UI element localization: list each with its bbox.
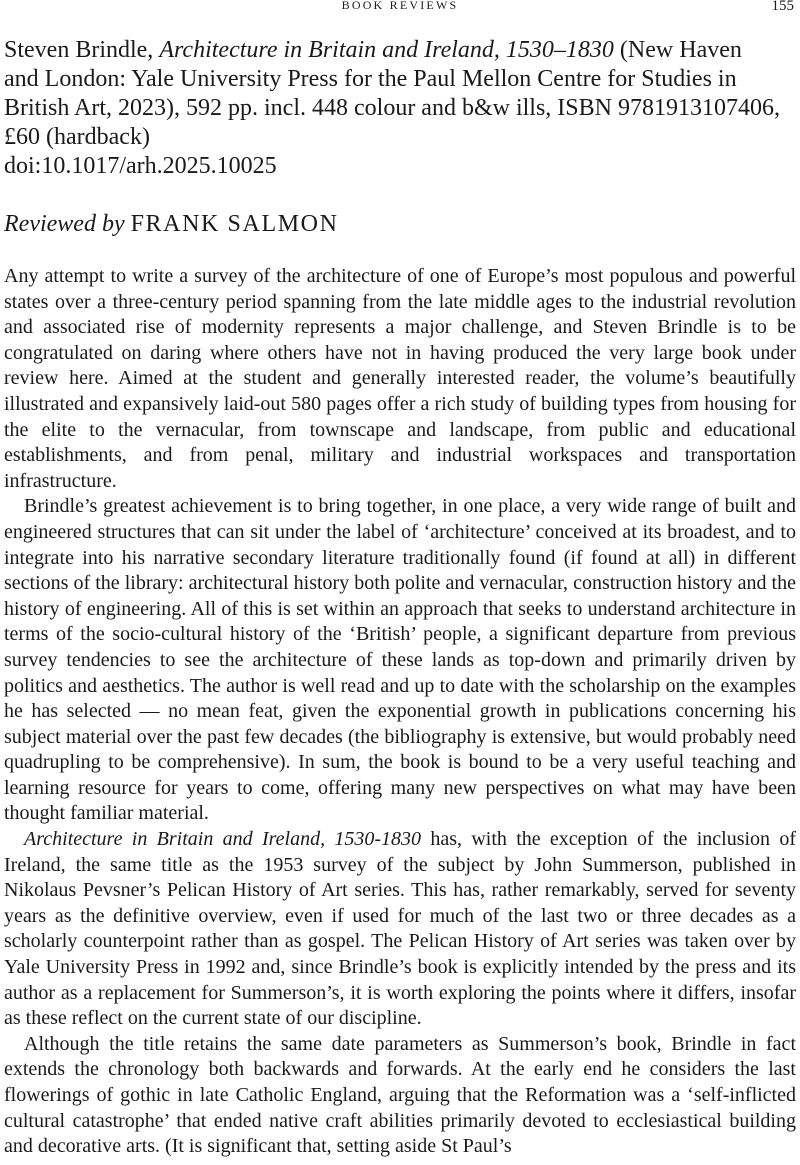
citation-doi: doi:10.1017/arh.2025.10025 bbox=[4, 153, 277, 179]
paragraph-2: Brindle’s greatest achievement is to bring together, in one place, a very wide range of built and engineered structures that can sit under the label of ‘architecture’ conceived at its broadest, and to integrate into his narrative secondary literature traditionally found (if found at all) in different sections of the library: architectural history both polite and vernacular, construction history and the history of engineering. All of this is set within an approach that seeks to understand architecture in terms of the socio-cultural history of the ‘British’ people, a significant departure from previous survey tendencies to see the architecture of these lands as top-down and primarily driven by politics and aesthetics. The author is well read and up to date with the scholarship on the examples he has selected — no mean feat, given the exponential growth in publications concerning his subject material over the past few decades (the bibliography is extensive, but would probably need quadrupling to be comprehensive). In sum, the book is bound to be a very useful teaching and learning resource for years to come, offering many new perspectives on what may have been thought familiar material. bbox=[4, 495, 796, 825]
reviewer-label: Reviewed by bbox=[4, 211, 125, 237]
book-citation bbox=[4, 36, 780, 181]
citation-book-title: Architecture in Britain and Ireland, 1530–1830 bbox=[159, 37, 614, 63]
paragraph-3-book-title: Architecture in Britain and Ireland, 1530-1830 bbox=[24, 828, 422, 851]
reviewer-line bbox=[4, 210, 780, 239]
paragraph-1: Any attempt to write a survey of the architecture of one of Europe’s most populous and powerful states over a three-century period spanning from the late middle ages to the industrial revolution and associated rise of modernity represents a major challenge, and Steven Brindle is to be congratulated on daring where others have not in having produced the very large book under review here. Aimed at the student and generally interested reader, the volume’s beautifully illustrated and expansively laid-out 580 pages offer a rich study of building types from housing for the elite to the vernacular, from townscape and landscape, from public and educational establishments, and from penal, military and industrial workspaces and transportation infrastructure. bbox=[4, 265, 796, 492]
reviewer-name: FRANK SALMON bbox=[130, 211, 339, 237]
running-head-section: BOOK REVIEWS bbox=[341, 0, 459, 12]
paragraph-3-text: has, with the exception of the inclusion of Ireland, the same title as the 1953 survey of the subject by John Summerson, published in Nikolaus Pevsner’s Pelican History of Art series. This has, rather remarkably, served for seventy years as the definitive overview, even if used for much of the last two or three decades as a scholarly counterpoint rather than as gospel. The Pelican History of Art series was taken over by Yale University Press in 1992 and, since Brindle’s book is explicitly intended by the press and its author as a replacement for Summerson’s, it is worth exploring the points where it differs, insofar as these reflect on the current state of our discipline. bbox=[4, 828, 796, 1030]
running-head bbox=[0, 0, 800, 14]
paragraph-4: Although the title retains the same date parameters as Summerson’s book, Brindle in fact extends the chronology both backwards and forwards. At the early end he considers the last flowerings of gothic in late Catholic England, arguing that the Reformation was a ‘self-inflicted cultural catastrophe’ that ended native craft abilities primarily devoted to ecclesiastical building and decorative arts. (It is significant that, setting aside St Paul’s bbox=[4, 1032, 796, 1158]
page-number: 155 bbox=[771, 0, 794, 14]
paragraph-3 bbox=[4, 827, 796, 1032]
citation-details: (New Haven and London: Yale University Press for the Paul Mellon Centre for Studies in British Art, 2023), 592 pp. incl. 448 colour and b&w ills, ISBN 9781913107406, £60 (hardback) bbox=[4, 37, 780, 150]
citation-author: Steven Brindle, bbox=[4, 37, 160, 63]
review-body bbox=[4, 264, 796, 1160]
citation-text bbox=[4, 36, 780, 152]
